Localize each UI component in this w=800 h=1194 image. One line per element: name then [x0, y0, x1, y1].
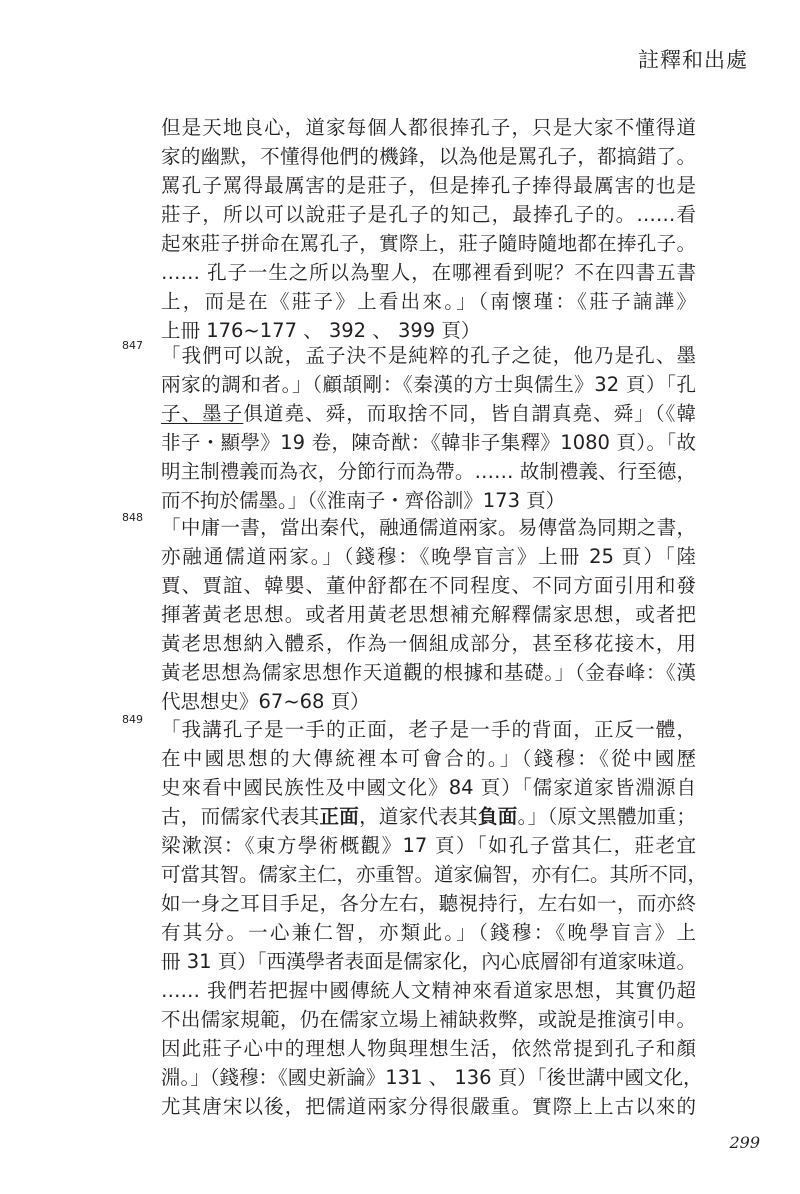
text-line: 上冊 176~177 、 392 、 399 頁） [161, 319, 481, 342]
text-line: …… 我們若把握中國傳統人文精神來看道家思想，其實仍超 [161, 979, 696, 1002]
text-line: 子、墨子俱道堯、舜，而取捨不同，皆自謂真堯、舜」（《韓 [161, 402, 696, 425]
text-line: 但是天地良心，道家每個人都很捧孔子，只是大家不懂得道 [161, 116, 696, 139]
text-line: 「中庸一書，當出秦代，融通儒道兩家。易傳當為同期之書， [161, 516, 696, 539]
text-line: 黃老思想為儒家思想作天道觀的根據和基礎。」（金春峰：《漢 [161, 661, 696, 684]
text-line: 「我們可以說，孟子決不是純粹的孔子之徒，他乃是孔、墨 [161, 344, 696, 367]
text-line: 上，而是在《莊子》上看出來。」（南懷瑾：《莊子諵譁》 [161, 290, 696, 313]
text-line: 不出儒家規範，仍在儒家立場上補缺救弊，或說是推演引申。 [161, 1008, 696, 1031]
text-line: 冊 31 頁）「西漢學者表面是儒家化，內心底層卻有道家味道。 [161, 950, 696, 973]
text-line: 兩家的調和者。」（顧頡剛：《秦漢的方士與儒生》32 頁）「孔 [161, 373, 696, 396]
text-line: 因此莊子心中的理想人物與理想生活，依然常提到孔子和顏 [161, 1037, 696, 1060]
text-line: 亦融通儒道兩家。」（錢穆：《晚學盲言》上冊 25 頁）「陸 [161, 545, 696, 568]
text-line: 黃老思想納入體系，作為一個組成部分，甚至移花接木，用 [161, 632, 696, 655]
text-line: 罵孔子罵得最厲害的是莊子，但是捧孔子捧得最厲害的也是 [161, 174, 696, 197]
text-line: 古，而儒家代表其正面，道家代表其負面。」（原文黑體加重； [161, 805, 696, 828]
text-line: 有其分。一心兼仁智，亦類此。」（錢穆：《晚學盲言》上 [161, 921, 696, 944]
text-line: …… 孔子一生之所以為聖人，在哪裡看到呢？不在四書五書 [161, 261, 696, 284]
note-number: 848 [122, 511, 143, 524]
text-line: 非子・顯學》19 卷，陳奇猷：《韓非子集釋》1080 頁）。「故 [161, 431, 696, 454]
text-line: 「我講孔子是一手的正面，老子是一手的背面，正反一體， [161, 718, 696, 741]
text-line: 尤其唐宋以後，把儒道兩家分得很嚴重。實際上上古以來的 [161, 1095, 696, 1118]
text-line: 賈、賈誼、韓嬰、董仲舒都在不同程度、不同方面引用和發 [161, 574, 696, 597]
text-line: 史來看中國民族性及中國文化》84 頁）「儒家道家皆淵源自 [161, 776, 696, 799]
note-number: 849 [122, 713, 143, 726]
text-line: 如一身之耳目手足，各分左右，聽視持行，左右如一，而亦終 [161, 892, 696, 915]
note-number: 847 [122, 339, 143, 352]
page-number: 299 [729, 1133, 760, 1152]
text-line: 揮著黃老思想。或者用黃老思想補充解釋儒家思想，或者把 [161, 603, 696, 626]
running-head: 註釋和出處 [638, 48, 748, 72]
text-line: 起來莊子拼命在罵孔子，實際上，莊子隨時隨地都在捧孔子。 [161, 232, 696, 255]
text-line: 家的幽默，不懂得他們的機鋒，以為他是罵孔子，都搞錯了。 [161, 145, 696, 168]
text-line: 可當其智。儒家主仁，亦重智。道家偏智，亦有仁。其所不同， [161, 863, 708, 886]
text-line: 梁漱溟：《東方學術概觀》17 頁）「如孔子當其仁，莊老宜 [161, 834, 696, 857]
bold-text: 負面 [478, 805, 518, 828]
underlined-text: 子、墨子 [161, 402, 244, 425]
text-line: 明主制禮義而為衣，分節行而為帶。…… 故制禮義、行至德， [161, 460, 696, 483]
text-line: 而不拘於儒墨。」（《淮南子・齊俗訓》173 頁） [161, 489, 566, 512]
text-line: 莊子，所以可以說莊子是孔子的知己，最捧孔子的。……看 [161, 203, 696, 226]
bold-text: 正面 [319, 805, 360, 828]
text-line: 淵。」（錢穆：《國史新論》131 、 136 頁）「後世講中國文化， [161, 1066, 703, 1089]
text-line: 代思想史》67~68 頁） [161, 690, 370, 713]
text-line: 在中國思想的大傳統裡本可會合的。」（錢穆：《從中國歷 [161, 747, 696, 770]
